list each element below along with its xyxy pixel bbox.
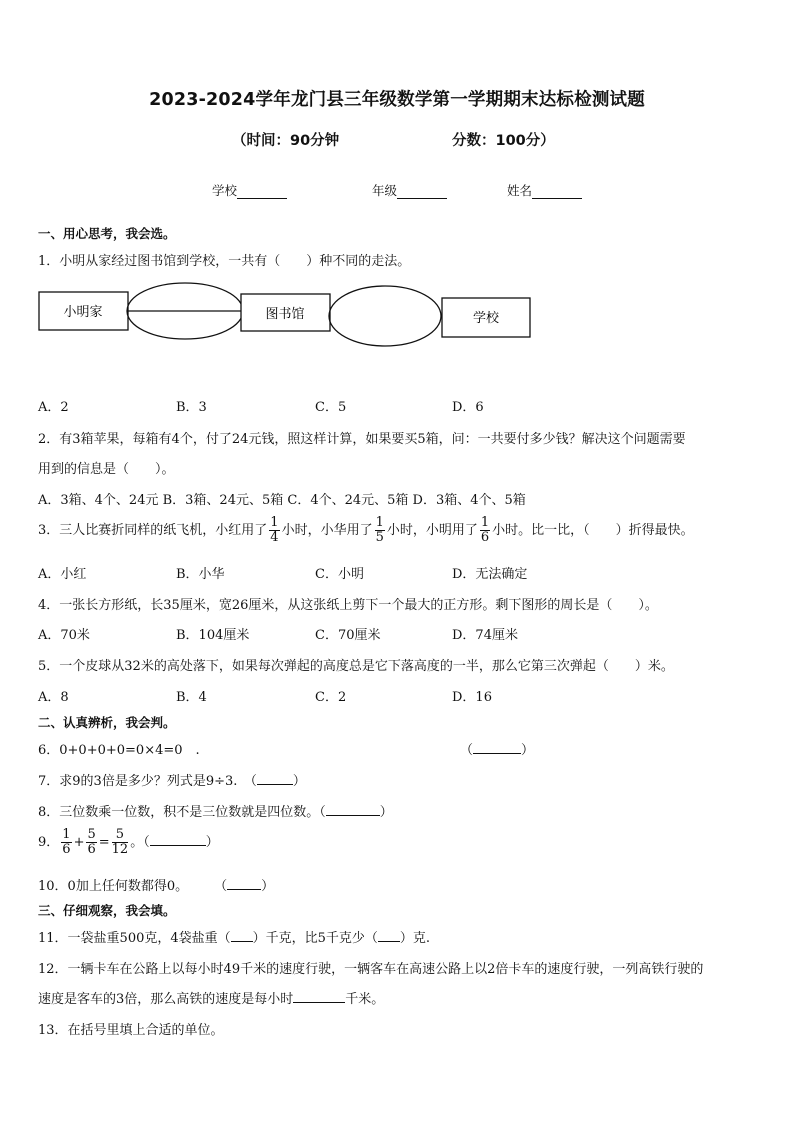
school-field[interactable] xyxy=(212,181,287,199)
q4-option-c[interactable]: C．70厘米 xyxy=(315,628,381,643)
question-2-line-1: 2．有3箱苹果，每箱有4个，付了24元钱，照这样计算，如果要买5箱，问：一共要付多少钱？解决这个问题需要 xyxy=(38,432,686,447)
q1-option-c[interactable]: C．5 xyxy=(315,400,347,415)
q3-option-a[interactable]: A．小红 xyxy=(38,567,87,582)
q4-option-a[interactable]: A．70米 xyxy=(38,628,90,643)
q5-option-c[interactable]: C．2 xyxy=(315,690,347,705)
q11-blank-2[interactable] xyxy=(378,930,400,942)
question-12-line-2: 速度是客车的3倍，那么高铁的速度是每小时 千米。 xyxy=(38,992,385,1007)
q5-option-a[interactable]: A．8 xyxy=(38,690,69,705)
q7-answer-blank[interactable] xyxy=(257,773,293,785)
q3-option-c[interactable]: C．小明 xyxy=(315,567,364,582)
question-3-text xyxy=(38,516,694,545)
school-label-diagram: 学校 xyxy=(472,311,500,326)
question-6-text: 6．0+0+0+0=0×4=0 . xyxy=(38,743,200,758)
name-blank[interactable] xyxy=(532,186,582,199)
question-10-text: 10．0加上任何数都得0。 （ ） xyxy=(38,879,275,894)
question-4-text: 4．一张长方形纸，长35厘米，宽26厘米，从这张纸上剪下一个最大的正方形。剩下图形的周长是（ ）。 xyxy=(38,598,658,613)
q1-option-d[interactable]: D．6 xyxy=(452,400,484,415)
q9-fraction-3: $\frac{5}{12}$ xyxy=(111,827,129,857)
question-8-text: 8．三位数乘一位数，积不是三位数就是四位数。（ ） xyxy=(38,805,393,820)
q1-option-b[interactable]: B．3 xyxy=(176,400,207,415)
section-2-heading: 二、认真辨析，我会判。 xyxy=(38,715,176,730)
question-13-text: 13．在括号里填上合适的单位。 xyxy=(38,1023,224,1038)
q12-answer-blank[interactable] xyxy=(293,991,345,1003)
q3-part-4: 小时。比一比，（ ）折得最快。 xyxy=(492,523,694,538)
question-2-line-2: 用到的信息是（ ）。 xyxy=(38,462,175,477)
page-title: 2023-2024学年龙门县三年级数学第一学期期末达标检测试题 xyxy=(149,90,645,110)
question-9-text: 9． $\frac{1}{6}$ + $\frac{5}{6}$ = $\frac{5}{12}$ 。（ ） xyxy=(38,827,219,857)
q10-answer-blank[interactable] xyxy=(227,878,261,890)
question-7-text: 7．求9的3倍是多少？列式是9÷3. （ ） xyxy=(38,774,306,789)
route-ellipse-right xyxy=(329,286,441,346)
q4-option-b[interactable]: B．104厘米 xyxy=(176,628,250,643)
grade-blank[interactable] xyxy=(397,186,447,199)
q4-option-d[interactable]: D．74厘米 xyxy=(452,628,518,643)
q8-answer-blank[interactable] xyxy=(326,804,380,816)
q9-answer-blank[interactable] xyxy=(150,834,206,846)
q3-fraction-2: $\frac{1}{5}$ xyxy=(375,515,384,545)
q5-option-d[interactable]: D．16 xyxy=(452,690,492,705)
question-11-text: 11．一袋盐重500克，4袋盐重（ ）千克，比5千克少（ ）克. xyxy=(38,931,431,946)
route-diagram xyxy=(0,280,560,360)
name-field[interactable] xyxy=(507,181,582,199)
question-12-line-1: 12．一辆卡车在公路上以每小时49千米的速度行驶，一辆客车在高速公路上以2倍卡车的速度行驶，一列高铁行驶的 xyxy=(38,962,704,977)
exam-score: 分数：100分） xyxy=(452,133,555,149)
q9-fraction-1: $\frac{1}{6}$ xyxy=(62,827,71,857)
home-label: 小明家 xyxy=(63,305,103,320)
q3-fraction-3: $\frac{1}{6}$ xyxy=(480,515,490,545)
q3-option-b[interactable]: B．小华 xyxy=(176,567,225,582)
section-3-heading: 三、仔细观察，我会填。 xyxy=(38,903,176,918)
q3-fraction-1: $\frac{1}{4}$ xyxy=(270,515,279,545)
question-1-text: 1．小明从家经过图书馆到学校，一共有（ ）种不同的走法。 xyxy=(38,254,411,269)
q5-option-b[interactable]: B．4 xyxy=(176,690,207,705)
section-1-heading: 一、用心思考，我会选。 xyxy=(38,226,176,241)
q3-part-3: 小时，小明用了 xyxy=(386,523,478,538)
school-blank[interactable] xyxy=(237,186,287,199)
q3-part-2: 小时，小华用了 xyxy=(281,523,373,538)
q3-option-d[interactable]: D．无法确定 xyxy=(452,567,528,582)
q6-answer-blank[interactable] xyxy=(473,742,521,754)
q3-part-1: 3．三人比赛折同样的纸飞机，小红用了 xyxy=(38,523,268,538)
exam-time: （时间：90分钟 xyxy=(232,133,340,149)
q1-option-a[interactable]: A．2 xyxy=(38,400,69,415)
grade-label: 年级 xyxy=(372,183,398,198)
library-label: 图书馆 xyxy=(265,307,305,322)
question-2-options[interactable]: A．3箱、4个、24元 B．3箱、24元、5箱 C．4个、24元、5箱 D．3箱、4个、5箱 xyxy=(38,493,526,508)
name-label: 姓名 xyxy=(507,183,533,198)
q6-answer-bracket[interactable]: （ ） xyxy=(460,743,535,758)
q9-fraction-2: $\frac{5}{6}$ xyxy=(87,827,96,857)
question-5-text: 5．一个皮球从32米的高处落下，如果每次弹起的高度总是它下落高度的一半，那么它第三次弹起（ ）米。 xyxy=(38,659,674,674)
school-label: 学校 xyxy=(212,183,238,198)
grade-field[interactable] xyxy=(372,181,447,199)
q11-blank-1[interactable] xyxy=(231,930,253,942)
